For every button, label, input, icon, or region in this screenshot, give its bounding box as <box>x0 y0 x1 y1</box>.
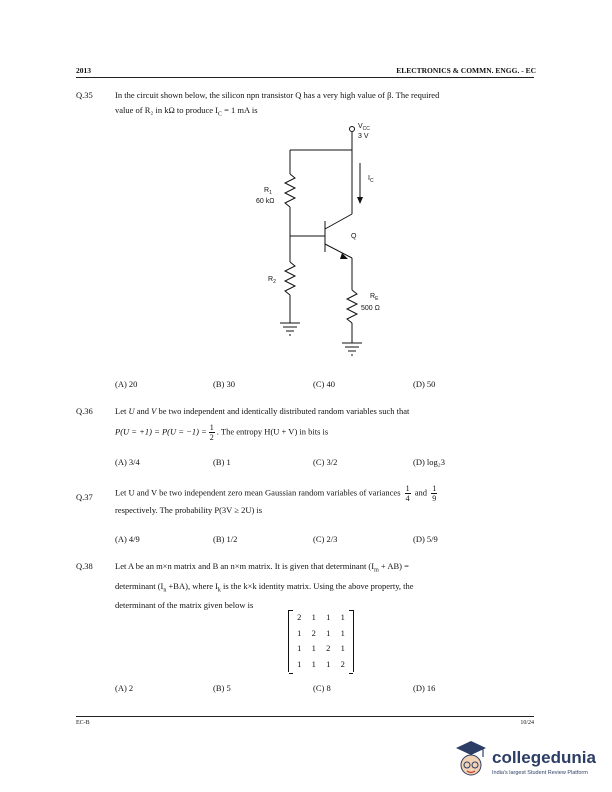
transistor-label: Q <box>351 233 357 240</box>
q38-line2: determinant $(I_n +BA)$, where $I_k$ is the k×k identity matrix. Using the above property, the <box>115 580 414 594</box>
q37-option-a: (A) 4/9 <box>115 534 140 544</box>
brand-tagline: India's largest Student Review Platform <box>492 770 588 776</box>
q35-line2: value of R₂ in kΩ to produce $I_C = 1$ mA is <box>115 105 258 118</box>
footer-page: 10/24 <box>520 720 534 726</box>
q38-number: Q.38 <box>76 561 93 571</box>
q36-text <box>115 404 530 442</box>
header-year: 2013 <box>76 66 91 75</box>
q38-option-b: (B) 5 <box>213 683 231 693</box>
q37-option-b: (B) 1/2 <box>213 534 238 544</box>
q37-text <box>115 484 530 518</box>
q38-option-c: (C) 8 <box>313 683 331 693</box>
q36-fraction: $\frac{1}{2}$ <box>209 423 214 442</box>
q38-option-d: (D) 16 <box>413 683 436 693</box>
q38-matrix <box>288 610 354 672</box>
q35-option-c: (C) 40 <box>313 379 335 389</box>
q36-option-c: (C) 3/2 <box>313 457 338 467</box>
q36-line1: Let U and V be two independent and identically distributed random variables such that <box>115 406 410 416</box>
r1-value: 60 kΩ <box>256 198 275 205</box>
q35-option-d: (D) 50 <box>413 379 436 389</box>
q37-fraction-1: $\frac{1}{4}$ <box>405 484 410 503</box>
re-label: $R_E$ <box>370 293 379 302</box>
matrix-row: 2 1 1 1 <box>297 612 345 622</box>
matrix-row: 1 1 2 1 <box>297 643 345 653</box>
re-value: 500 Ω <box>361 305 380 312</box>
q38-text <box>115 559 530 613</box>
brand-name[interactable]: collegedunia <box>492 748 596 767</box>
vcc-value: 3 V <box>358 133 369 140</box>
q38-option-a: (A) 2 <box>115 683 134 693</box>
q37-option-d: (D) 5/9 <box>413 534 438 544</box>
q37-line1: Let U and V be two independent zero mean Gaussian random variables of variances $\frac{1}{4}$ and $\frac{1}{9}$ <box>115 484 437 503</box>
q35-option-b: (B) 30 <box>213 379 235 389</box>
footer-rule <box>76 716 534 717</box>
matrix-row: 1 2 1 1 <box>297 627 345 638</box>
q36-line2: P(U = +1) = P(U = −1) = $\frac{1}{2}$ . The entropy H(U + V) in bits is <box>115 423 329 442</box>
q37-fraction-2: $\frac{1}{9}$ <box>432 484 437 503</box>
header-rule <box>76 77 534 78</box>
q36-option-d: (D) log₂3 <box>413 457 445 467</box>
q37-line2: respectively. The probability P(3V ≥ 2U) is <box>115 505 263 515</box>
q35-number: Q.35 <box>76 90 93 100</box>
q38-line3: determinant of the matrix given below is <box>115 600 254 611</box>
r2-label: $R_2$ <box>268 276 276 285</box>
q37-number: Q.37 <box>76 492 93 502</box>
matrix-row: 1 1 1 2 <box>297 658 345 669</box>
graduate-logo-icon <box>452 738 490 782</box>
vcc-label: $V_{CC}$ <box>358 123 370 132</box>
q36-number: Q.36 <box>76 406 93 416</box>
q37-option-c: (C) 2/3 <box>313 534 338 544</box>
q35-circuit-diagram <box>230 118 400 374</box>
q36-option-a: (A) 3/4 <box>115 457 140 467</box>
r1-label: $R_1$ <box>264 187 272 196</box>
q35-option-a: (A) 20 <box>115 379 138 389</box>
q35-line1: In the circuit shown below, the silicon npn transistor Q has a very high value of β. The required <box>115 90 440 100</box>
header-subject: ELECTRONICS & COMMN. ENGG. - EC <box>396 66 536 75</box>
q36-option-b: (B) 1 <box>213 457 231 467</box>
footer-code: EC-B <box>76 720 90 726</box>
q38-line1: Let A be an m×n matrix and B an n×m matrix. It is given that determinant $(I_m + AB)$ = <box>115 561 409 574</box>
ic-label: $I_C$ <box>368 175 374 184</box>
